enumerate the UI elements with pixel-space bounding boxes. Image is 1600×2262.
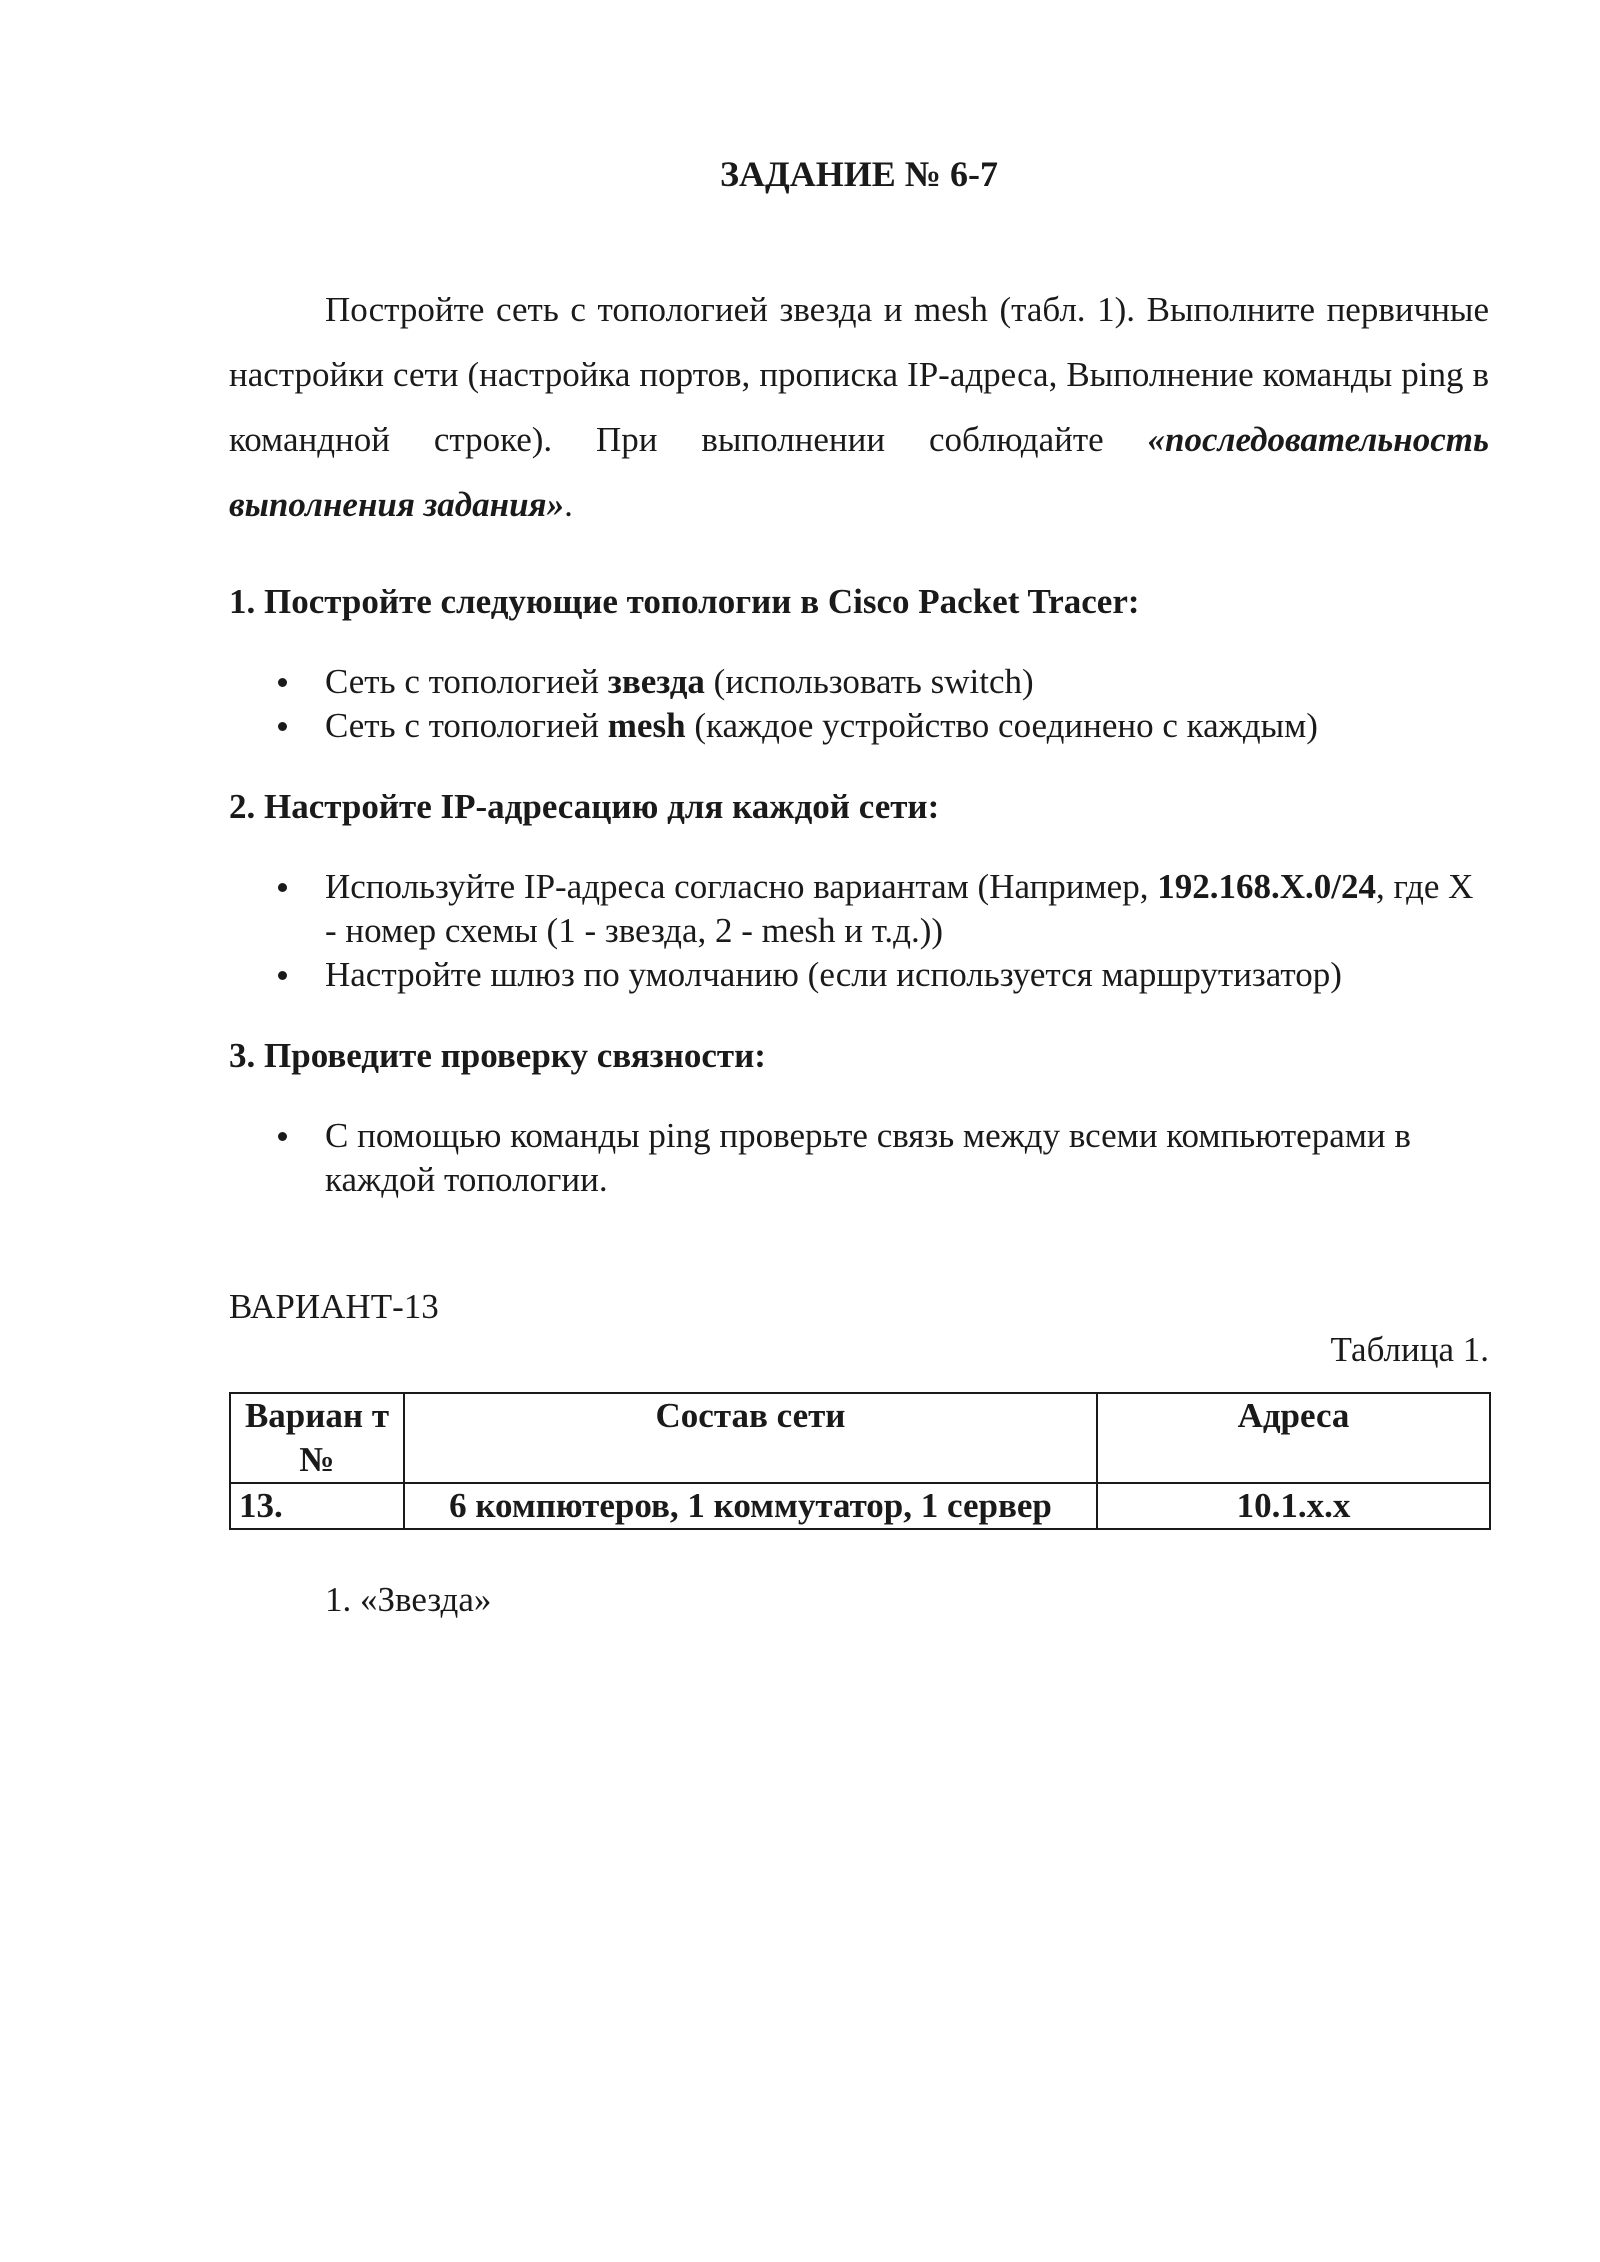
page-title: ЗАДАНИЕ № 6-7: [720, 154, 998, 194]
list-item-text: Используйте IP-адреса согласно вариантам (Например,: [325, 867, 1158, 906]
table-header-row: [230, 1393, 1490, 1483]
variant-label: ВАРИАНТ-13: [229, 1287, 439, 1326]
list-item-text-end: (использовать switch): [704, 662, 1034, 701]
list-item-bold: 192.168.X.0/24: [1157, 867, 1376, 906]
list-item: [229, 865, 1489, 953]
section-3-heading: 3. Проведите проверку связности:: [229, 1036, 766, 1075]
section-2-list: [229, 865, 1489, 997]
table-cell: 6 компютеров, 1 коммутатор, 1 сервер: [404, 1483, 1097, 1529]
table-row: [230, 1483, 1490, 1529]
sub-item-star: 1. «Звезда»: [325, 1580, 492, 1619]
bullet-icon: [278, 678, 287, 687]
list-item: [229, 660, 1489, 704]
bullet-icon: [278, 722, 287, 731]
section-1-heading: 1. Постройте следующие топологии в Cisco Packet Tracer:: [229, 582, 1140, 621]
intro-text: Постройте сеть с топологией звезда и mesh (табл. 1). Выполните первичные настройки сети (настройка портов, прописка IP-адреса, Выполнение команды ping в командной строке). При выполнении соблюдайте: [229, 290, 1489, 459]
variant-table: [229, 1392, 1491, 1530]
list-item: [229, 704, 1489, 748]
section-2-heading: 2. Настройте IP-адресацию для каждой сети:: [229, 787, 940, 826]
list-item-bold: звезда: [607, 662, 705, 701]
list-item: [229, 1114, 1489, 1202]
list-item: [229, 953, 1489, 997]
list-item-text: Настройте шлюз по умолчанию (если используется маршрутизатор): [325, 955, 1342, 994]
intro-emphasis: «последовательность выполнения задания»: [229, 420, 1489, 524]
bullet-icon: [278, 883, 287, 892]
table-header-cell: Вариан т №: [230, 1393, 404, 1483]
table-caption: Таблица 1.: [1330, 1330, 1489, 1369]
list-item-text-end: (каждое устройство соединено с каждым): [685, 706, 1318, 745]
table-cell: 13.: [230, 1483, 404, 1529]
intro-text-end: .: [564, 485, 573, 524]
table-header-cell: Адреса: [1097, 1393, 1490, 1483]
list-item-text: Сеть с топологией: [325, 706, 608, 745]
intro-paragraph: [229, 277, 1489, 537]
list-item-text-end: , где X - номер схемы (1 - звезда, 2 - mesh и т.д.)): [325, 867, 1474, 950]
section-1-list: [229, 660, 1489, 748]
list-item-text: С помощью команды ping проверьте связь между всеми компьютерами в каждой топологии.: [325, 1116, 1411, 1199]
list-item-bold: mesh: [607, 706, 686, 745]
bullet-icon: [278, 1132, 287, 1141]
table-header-cell: Состав сети: [404, 1393, 1097, 1483]
table-cell: 10.1.x.x: [1097, 1483, 1490, 1529]
list-item-text: Сеть с топологией: [325, 662, 608, 701]
bullet-icon: [278, 971, 287, 980]
section-3-list: [229, 1114, 1489, 1202]
